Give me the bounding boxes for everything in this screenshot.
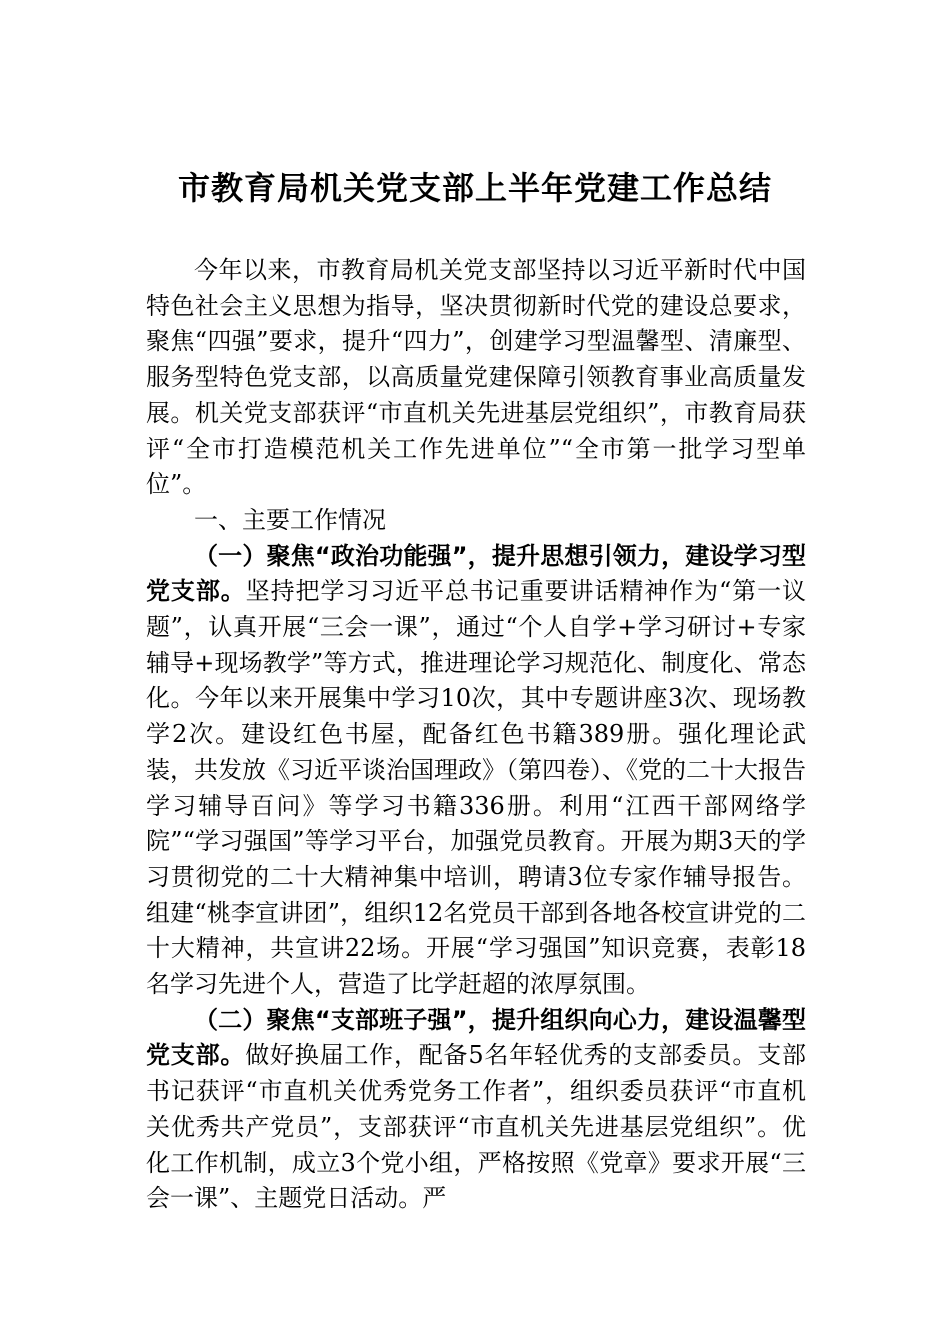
intro-paragraph: 今年以来，市教育局机关党支部坚持以习近平新时代中国特色社会主义思想为指导，坚决贯彻新时代党的建设总要求，聚焦“四强”要求，提升“四力”，创建学习型温馨型、清廉型、服务型特色党支部，以高质量党建保障引领教育事业高质量发展。机关党支部获评“市直机关先进基层党组织”，市教育局获评“全市打造模范机关工作先进单位”“全市第一批学习型单位”。 [146,256,806,499]
paragraph-warm-branch [146,1003,806,1217]
paragraph-text-study: 坚持把学习习近平总书记重要讲话精神作为“第一议题”，认真开展“三会一课”，通过“个人自学+学习研讨+专家辅导+现场教学”等方式，推进理论学习规范化、制度化、常态化。今年以来开展集中学习10次，其中专题讲座3次、现场教学2次。建设红色书屋，配备红色书籍389册。强化理论武装，共发放《习近平谈治国理政》（第四卷）、《党的二十大报告学习辅导百问》等学习书籍336册。利用“江西干部网络学院”“学习强国”等学习平台，加强党员教育。开展为期3天的学习贯彻党的二十大精神集中培训，聘请3位专家作辅导报告。组建“桃李宣讲团”，组织12名党员干部到各地各校宣讲党的二十大精神，共宣讲22场。开展“学习强国”知识竞赛，表彰18名学习先进个人，营造了比学赶超的浓厚氛围。 [146,577,806,999]
section-heading-main-work: 一、主要工作情况 [194,505,386,534]
paragraph-lead-team: （二）聚焦“支部班子强”，提升组织向心力，建设温馨型党支部。 [146,1005,806,1070]
paragraph-lead-political: （一）聚焦“政治功能强”，提升思想引领力，建设学习型党支部。 [146,541,806,606]
document-title: 市教育局机关党支部上半年党建工作总结 [177,169,772,207]
document-body [146,253,806,1217]
paragraph-study-branch [146,539,806,1003]
paragraph-text-warm: 做好换届工作，配备5名年轻优秀的支部委员。支部书记获评“市直机关优秀党务工作者”，组织委员获评“市直机关优秀共产党员”，支部获评“市直机关先进基层党组织”。优化工作机制，成立3个党小组，严格按照《党章》要求开展“三会一课”、主题党日活动。严 [146,1041,806,1213]
